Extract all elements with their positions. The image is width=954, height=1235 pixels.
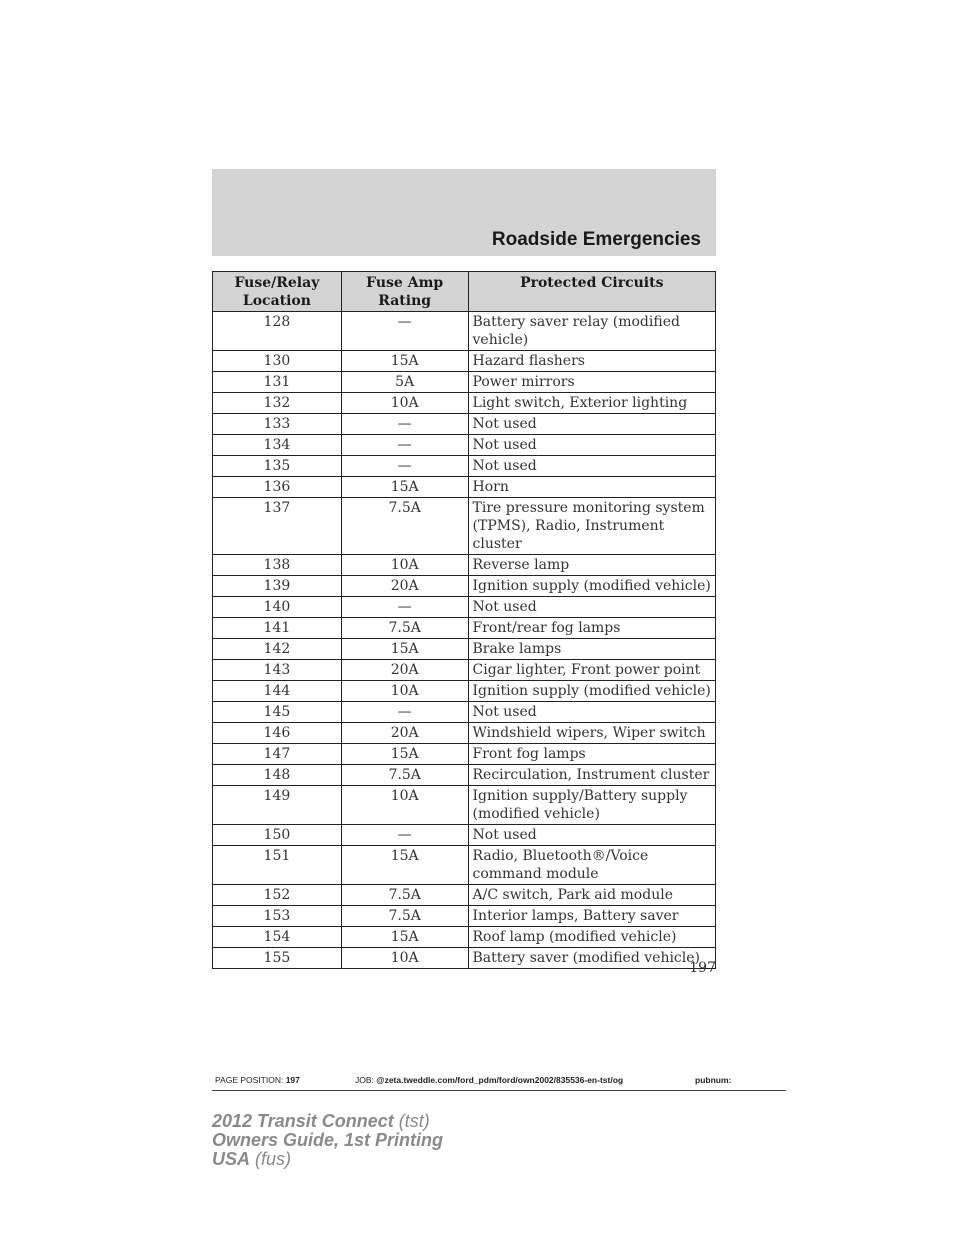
table-body: [213, 312, 716, 969]
cell-rating: 10A: [341, 948, 468, 969]
cell-circuits: Not used: [468, 825, 715, 846]
book-title: 2012 Transit Connect: [212, 1111, 394, 1131]
cell-rating: —: [341, 702, 468, 723]
cell-circuits: A/C switch, Park aid module: [468, 885, 715, 906]
cell-location: 152: [213, 885, 342, 906]
cell-location: 140: [213, 597, 342, 618]
job-info: [355, 1075, 623, 1085]
cell-rating: 15A: [341, 639, 468, 660]
cell-circuits: Windshield wipers, Wiper switch: [468, 723, 715, 744]
cell-location: 128: [213, 312, 342, 351]
table-row: [213, 660, 716, 681]
cell-location: 141: [213, 618, 342, 639]
cell-location: 137: [213, 498, 342, 555]
table-row: [213, 825, 716, 846]
table-row: [213, 435, 716, 456]
section-title: Roadside Emergencies: [491, 229, 701, 250]
cell-rating: 15A: [341, 351, 468, 372]
cell-circuits: Radio, Bluetooth®/Voice command module: [468, 846, 715, 885]
table-row: [213, 906, 716, 927]
page-number: 197: [689, 960, 716, 976]
cell-circuits: Not used: [468, 435, 715, 456]
cell-circuits: Hazard flashers: [468, 351, 715, 372]
cell-circuits: Reverse lamp: [468, 555, 715, 576]
cell-rating: 7.5A: [341, 765, 468, 786]
cell-rating: 7.5A: [341, 498, 468, 555]
page-position-value: 197: [285, 1075, 300, 1085]
cell-circuits: Interior lamps, Battery saver: [468, 906, 715, 927]
cell-rating: 20A: [341, 660, 468, 681]
book-info-line-3: [212, 1150, 443, 1169]
table-row: [213, 555, 716, 576]
book-printing: Owners Guide, 1st Printing: [212, 1130, 444, 1150]
cell-circuits: Roof lamp (modified vehicle): [468, 927, 715, 948]
cell-location: 144: [213, 681, 342, 702]
cell-circuits: Battery saver relay (modified vehicle): [468, 312, 715, 351]
cell-rating: 20A: [341, 576, 468, 597]
cell-location: 132: [213, 393, 342, 414]
cell-rating: 10A: [341, 681, 468, 702]
cell-rating: —: [341, 312, 468, 351]
cell-location: 146: [213, 723, 342, 744]
cell-location: 135: [213, 456, 342, 477]
cell-rating: 20A: [341, 723, 468, 744]
book-market: USA: [212, 1149, 251, 1169]
cell-location: 149: [213, 786, 342, 825]
cell-location: 138: [213, 555, 342, 576]
job-label: JOB:: [355, 1075, 374, 1085]
cell-circuits: Power mirrors: [468, 372, 715, 393]
cell-circuits: Not used: [468, 597, 715, 618]
cell-location: 142: [213, 639, 342, 660]
table-row: [213, 723, 716, 744]
cell-location: 155: [213, 948, 342, 969]
book-info-line-2: [212, 1131, 443, 1150]
table-row: [213, 618, 716, 639]
table-row: [213, 702, 716, 723]
cell-location: 143: [213, 660, 342, 681]
table-row: [213, 786, 716, 825]
cell-rating: 15A: [341, 927, 468, 948]
cell-rating: 5A: [341, 372, 468, 393]
cell-location: 139: [213, 576, 342, 597]
book-market-code: (fus): [255, 1149, 292, 1169]
book-info-line-1: [212, 1112, 443, 1131]
table-row: [213, 597, 716, 618]
cell-circuits: Not used: [468, 414, 715, 435]
page-position-label: PAGE POSITION:: [215, 1075, 284, 1085]
cell-circuits: Ignition supply/Battery supply (modified vehicle): [468, 786, 715, 825]
cell-location: 136: [213, 477, 342, 498]
table-row: [213, 681, 716, 702]
cell-circuits: Cigar lighter, Front power point: [468, 660, 715, 681]
print-info-rule: [212, 1090, 786, 1091]
cell-location: 147: [213, 744, 342, 765]
cell-circuits: Not used: [468, 456, 715, 477]
cell-circuits: Recirculation, Instrument cluster: [468, 765, 715, 786]
fuse-table: [212, 271, 716, 969]
cell-location: 153: [213, 906, 342, 927]
table-row: [213, 312, 716, 351]
cell-circuits: Tire pressure monitoring system (TPMS), Radio, Instrument cluster: [468, 498, 715, 555]
table-row: [213, 927, 716, 948]
cell-rating: 7.5A: [341, 906, 468, 927]
cell-rating: 15A: [341, 744, 468, 765]
table-row: [213, 477, 716, 498]
cell-rating: —: [341, 825, 468, 846]
table-row: [213, 639, 716, 660]
table-row: [213, 456, 716, 477]
cell-rating: 10A: [341, 555, 468, 576]
section-header-band: [212, 169, 716, 256]
header-location: Fuse/Relay Location: [213, 272, 342, 312]
cell-location: 130: [213, 351, 342, 372]
cell-rating: 15A: [341, 477, 468, 498]
cell-rating: 10A: [341, 786, 468, 825]
cell-circuits: Not used: [468, 702, 715, 723]
header-circuits: Protected Circuits: [468, 272, 715, 312]
table-row: [213, 372, 716, 393]
cell-location: 151: [213, 846, 342, 885]
header-rating: Fuse Amp Rating: [341, 272, 468, 312]
table-row: [213, 414, 716, 435]
cell-circuits: Ignition supply (modified vehicle): [468, 681, 715, 702]
table-row: [213, 393, 716, 414]
cell-rating: —: [341, 456, 468, 477]
print-info-line: [215, 1075, 785, 1085]
table-row: [213, 885, 716, 906]
cell-location: 131: [213, 372, 342, 393]
cell-circuits: Front/rear fog lamps: [468, 618, 715, 639]
cell-location: 145: [213, 702, 342, 723]
cell-circuits: Battery saver (modified vehicle): [468, 948, 715, 969]
table-row: [213, 765, 716, 786]
book-info: [212, 1112, 443, 1169]
cell-rating: 7.5A: [341, 618, 468, 639]
cell-circuits: Front fog lamps: [468, 744, 715, 765]
cell-location: 134: [213, 435, 342, 456]
table-header-row: [213, 272, 716, 312]
cell-location: 148: [213, 765, 342, 786]
cell-circuits: Brake lamps: [468, 639, 715, 660]
cell-location: 154: [213, 927, 342, 948]
table-row: [213, 948, 716, 969]
cell-rating: —: [341, 597, 468, 618]
table-row: [213, 351, 716, 372]
table-row: [213, 576, 716, 597]
cell-rating: 10A: [341, 393, 468, 414]
cell-rating: 15A: [341, 846, 468, 885]
job-value: @zeta.tweddle.com/ford_pdm/ford/own2002/835536-en-tst/og: [376, 1075, 624, 1085]
pubnum-label: pubnum:: [695, 1075, 732, 1085]
book-title-code: (tst): [398, 1111, 430, 1131]
cell-circuits: Light switch, Exterior lighting: [468, 393, 715, 414]
cell-rating: —: [341, 414, 468, 435]
cell-location: 150: [213, 825, 342, 846]
cell-circuits: Ignition supply (modified vehicle): [468, 576, 715, 597]
cell-location: 133: [213, 414, 342, 435]
table-row: [213, 744, 716, 765]
cell-circuits: Horn: [468, 477, 715, 498]
table-row: [213, 498, 716, 555]
cell-rating: —: [341, 435, 468, 456]
cell-rating: 7.5A: [341, 885, 468, 906]
table-row: [213, 846, 716, 885]
